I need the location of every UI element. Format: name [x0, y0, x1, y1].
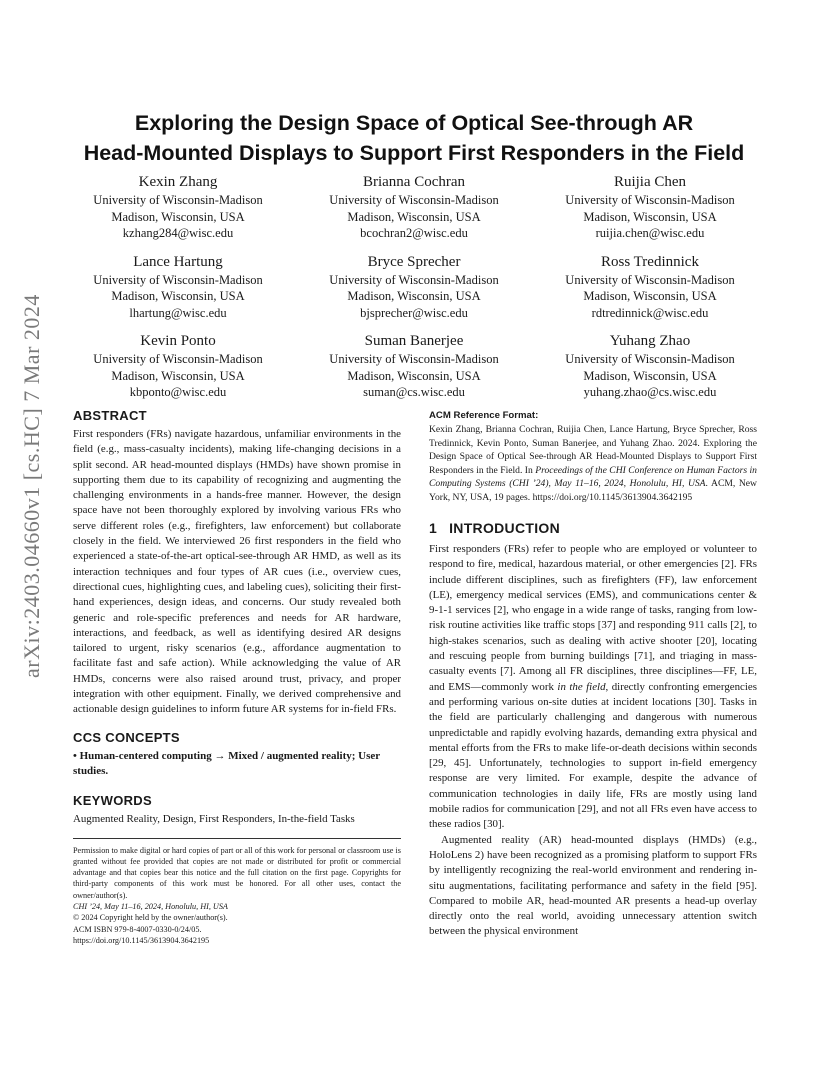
footnote-divider — [73, 838, 401, 839]
author-block — [296, 172, 532, 242]
author-email[interactable]: ruijia.chen@wisc.edu — [595, 226, 705, 240]
copyright-text: © 2024 Copyright held by the owner/author(s). — [73, 913, 228, 923]
intro-paragraph-2: Augmented reality (AR) head-mounted displays (HMDs) (e.g., HoloLens 2) have been recognized as a promising platform to support FRs by intelligently recognizing the real-world environment and rendering in-situ augmentations, facilitating performance and safety in the field [95]. Compared to mobile AR, head-mounted AR presents a head-up overlay directly onto the real world, avoiding unnecessary attention switch between the physical environment — [429, 833, 757, 938]
author-name: Suman Banerjee — [364, 333, 464, 349]
author-location: Madison, Wisconsin, USA — [583, 209, 717, 224]
author-block — [532, 331, 768, 401]
right-column — [429, 410, 757, 940]
author-name: Kexin Zhang — [138, 174, 218, 190]
permission-notice — [73, 845, 401, 947]
author-affiliation: University of Wisconsin-Madison — [565, 272, 735, 287]
intro-p1-part-a: First responders (FRs) refer to people who are employed or volunteer to respond to fire, medical, hazardous material, or other emergencies [2]. FRs include different disciplines, such as firefighters (FF), law enforcement (LE), emergency medical services (EMS), and communications center & 9-1-1 services [2], who engage in a wide range of tasks, ranging from low-risk routine activities like traffic stops [37] and responding 911 calls [2], to high-stakes scenarios, such as dealing with active shooter [20], locating and rescuing people from burning buildings [71], and triaging in mass-casualty events [7]. Among all FR disciplines, three disciplines—FF, LE, and EMS—commonly work — [429, 543, 757, 693]
author-affiliation: University of Wisconsin-Madison — [329, 193, 499, 207]
author-block — [60, 172, 296, 242]
intro-p1-emphasis: in the field — [557, 680, 606, 693]
author-email[interactable]: kbponto@wisc.edu — [129, 385, 227, 399]
ccs-section — [73, 730, 401, 780]
acm-reference-proceedings: Proceedings of the CHI Conference on Human Factors in Computing Systems (CHI ’24), May 11–16, 2024, Honolulu, HI, USA — [429, 464, 757, 489]
introduction-heading — [429, 520, 757, 536]
intro-paragraph-1 — [429, 542, 757, 833]
paper-title — [60, 108, 768, 168]
author-name: Yuhang Zhao — [609, 333, 691, 349]
author-affiliation: University of Wisconsin-Madison — [93, 272, 263, 287]
author-location: Madison, Wisconsin, USA — [111, 289, 245, 303]
author-email[interactable]: bjsprecher@wisc.edu — [360, 305, 468, 320]
keywords-text: Augmented Reality, Design, First Responders, In-the-field Tasks — [73, 813, 355, 826]
arxiv-identifier: arXiv:2403.04660v1 [cs.HC] 7 Mar 2024 — [19, 294, 44, 678]
author-name: Ruijia Chen — [613, 174, 687, 190]
acm-reference-tail: . ACM, New York, NY, USA, 19 pages. https://doi.org/10.1145/3613904.3642195 — [429, 478, 757, 503]
author-name: Brianna Cochran — [362, 174, 466, 190]
author-block — [60, 331, 296, 401]
author-affiliation: University of Wisconsin-Madison — [565, 352, 735, 366]
author-location: Madison, Wisconsin, USA — [347, 289, 481, 303]
author-email[interactable]: kzhang284@wisc.edu — [122, 226, 234, 240]
acm-reference-authors: Kexin Zhang, Brianna Cochran, Ruijia Chen, Lance Hartung, Bryce Sprecher, Ross Tredinnick, Kevin Ponto, Suman Banerjee, and Yuhang Zhao. 2024. Exploring the Design Space of Optical See-through AR Head-Mounted Displays to Support First Responders in the Field. In — [429, 424, 757, 476]
author-name: Bryce Sprecher — [367, 253, 461, 270]
author-affiliation: University of Wisconsin-Madison — [93, 193, 263, 207]
author-name: Ross Tredinnick — [601, 253, 699, 270]
author-block — [532, 252, 768, 322]
author-block — [532, 172, 768, 242]
left-column — [73, 408, 401, 946]
abstract-text: First responders (FRs) navigate hazardous, unfamiliar environments in the field (e.g., mass-casualty incidents), making life-changing decisions in a split second. AR head-mounted displays (HMDs) have shown promise in supporting them due to its capability of recognizing and augmenting the challenging environments in a hands-free manner. However, the design space have not been thoroughly explored by involving various FRs who serve different roles (e.g., firefighters, law enforcement) but collaborate closely in the field. We interviewed 26 first responders in the field who experienced a state-of-the-art optical-see-through AR HMD, as well as its interaction techniques and four types of AR cues (i.e., overview cues, directional cues, highlighting cues, and labeling cues), soliciting their first-hand experiences, design ideas, and concerns. Our study revealed both generic and role-specific preferences and needs for AR hardware, interactions, and feedback, as well as identifying desired AR designs tailored to urgent, risky scenarios (e.g., affordance augmentation to facilitate fast and safe action). While acknowledging the value of AR HMDs, concerns were also raised around trust, privacy, and proper integration with other equipment. Finally, we derived comprehensive and actionable design guidelines to inform future AR systems for in-field FRs. — [73, 428, 401, 716]
author-grid — [60, 172, 768, 401]
author-email[interactable]: yuhang.zhao@cs.wisc.edu — [583, 385, 717, 399]
author-location: Madison, Wisconsin, USA — [111, 368, 245, 383]
author-email[interactable]: lhartung@wisc.edu — [129, 305, 227, 320]
author-location: Madison, Wisconsin, USA — [583, 368, 717, 383]
author-affiliation: University of Wisconsin-Madison — [93, 352, 263, 366]
isbn-text: ACM ISBN 979-8-4007-0330-0/24/05. — [73, 924, 202, 934]
author-name: Lance Hartung — [133, 253, 223, 270]
paper-title-line-1: Exploring the Design Space of Optical See-through AR — [134, 111, 694, 135]
author-affiliation: University of Wisconsin-Madison — [565, 193, 735, 207]
author-location: Madison, Wisconsin, USA — [583, 289, 717, 303]
intro-p1-part-b: , directly confronting emergencies and performing various on-site duties at incident locations [30]. Tasks in the field are particularly challenging and dangerous with numerous unpredictable and rapidly evolving hazards, demanding extra physical and mental efforts from the FRs to make life-or-death decisions within seconds [29, 45]. Unfortunately, technologies to support in-field emergency response are very limited. For example, despite the advance of communication technologies in daily life, FRs are mostly using land mobile radios for communication [29], and not all FRs even have access to these radios [30]. — [429, 680, 757, 831]
author-block — [296, 252, 532, 322]
keywords-heading: KEYWORDS — [73, 793, 152, 809]
abstract-heading: ABSTRACT — [73, 408, 147, 423]
author-location: Madison, Wisconsin, USA — [347, 209, 481, 224]
keywords-section — [73, 793, 401, 827]
ccs-heading: CCS CONCEPTS — [73, 729, 180, 745]
author-affiliation: University of Wisconsin-Madison — [329, 352, 499, 366]
author-email[interactable]: bcochran2@wisc.edu — [360, 226, 468, 240]
author-location: Madison, Wisconsin, USA — [111, 209, 245, 224]
venue-text: CHI ’24, May 11–16, 2024, Honolulu, HI, USA — [73, 902, 228, 912]
ccs-text: • Human-centered computing → Mixed / augmented reality; User studies. — [73, 749, 380, 777]
acm-reference-text — [429, 423, 757, 504]
author-email[interactable]: rdtredinnick@wisc.edu — [591, 305, 709, 320]
author-block — [296, 331, 532, 401]
doi-link[interactable]: https://doi.org/10.1145/3613904.3642195 — [73, 935, 210, 945]
section-title: INTRODUCTION — [449, 520, 561, 536]
author-location: Madison, Wisconsin, USA — [347, 368, 481, 383]
author-name: Kevin Ponto — [140, 333, 216, 349]
acm-reference-label: ACM Reference Format: — [429, 410, 539, 421]
section-number: 1 — [429, 520, 438, 536]
permission-text: Permission to make digital or hard copies of part or all of this work for personal or classroom use is granted without fee provided that copies are not made or distributed for profit or commercial advantage and that copies bear this notice and the full citation on the first page. Copyrights for third-party components of this work must be honored. For all other uses, contact the owner/author(s). — [73, 845, 401, 900]
author-email[interactable]: suman@cs.wisc.edu — [363, 385, 465, 399]
paper-title-line-2: Head-Mounted Displays to Support First Responders in the Field — [83, 141, 745, 165]
author-block — [60, 252, 296, 322]
author-affiliation: University of Wisconsin-Madison — [329, 272, 499, 287]
